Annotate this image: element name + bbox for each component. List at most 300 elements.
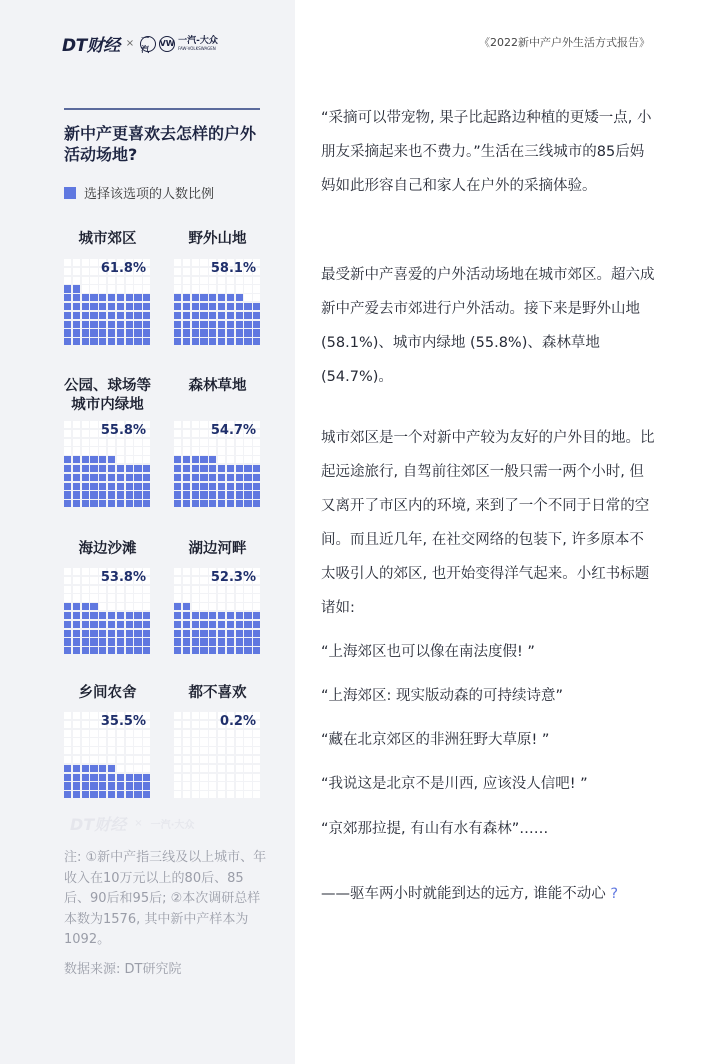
waffle-cell-filled xyxy=(192,312,199,319)
waffle-cell-empty xyxy=(227,765,234,772)
waffle-cell-filled xyxy=(117,500,124,507)
title-divider xyxy=(64,108,260,110)
waffle-cell-filled xyxy=(134,782,141,789)
waffle-cell-filled xyxy=(90,456,97,463)
waffle-cell-filled xyxy=(253,321,260,328)
waffle-cell-filled xyxy=(143,638,150,645)
waffle-cell-filled xyxy=(227,621,234,628)
waffle-cell-filled xyxy=(183,500,190,507)
waffle-cell-empty xyxy=(126,765,133,772)
waffle-cell-empty xyxy=(183,439,190,446)
waffle-cell-empty xyxy=(143,603,150,610)
waffle-cell-filled xyxy=(174,483,181,490)
waffle-cell-empty xyxy=(174,765,181,772)
waffle-cell-filled xyxy=(82,774,89,781)
logo-separator: × xyxy=(125,38,135,49)
waffle-cell-filled xyxy=(253,638,260,645)
waffle-cell-filled xyxy=(192,321,199,328)
category-label: 都不喜欢 xyxy=(188,685,247,701)
waffle-cell-filled xyxy=(200,474,207,481)
waffle-cell-filled xyxy=(174,474,181,481)
waffle-cell-filled xyxy=(64,338,71,345)
waffle-cell-filled xyxy=(108,456,115,463)
waffle-cell-filled xyxy=(90,321,97,328)
waffle-cell-empty xyxy=(218,756,225,763)
waffle-cell-empty xyxy=(192,285,199,292)
closing-text: ——驱车两小时就能到达的远方, 谁能不动心 xyxy=(321,886,606,902)
category-label: 海边沙滩 xyxy=(78,541,137,557)
waffle-cell-empty xyxy=(236,730,243,737)
waffle-cell-filled xyxy=(174,603,181,610)
waffle-cell-filled xyxy=(227,638,234,645)
waffle-cell-empty xyxy=(99,738,106,745)
waffle-cell-empty xyxy=(192,586,199,593)
waffle-cell-filled xyxy=(117,791,124,798)
waffle-cell-filled xyxy=(227,321,234,328)
waffle-cell-filled xyxy=(183,474,190,481)
waffle-cell-filled xyxy=(227,500,234,507)
waffle-cell-filled xyxy=(73,303,80,310)
waffle-cell-filled xyxy=(117,774,124,781)
waffle-cell-filled xyxy=(126,782,133,789)
waffle-cell-empty xyxy=(253,439,260,446)
waffle-cell-empty xyxy=(244,285,251,292)
waffle-cell-filled xyxy=(227,294,234,301)
waffle-cell-filled xyxy=(99,321,106,328)
waffle-cell-empty xyxy=(174,594,181,601)
waffle-cell-empty xyxy=(64,586,71,593)
waffle-cell-filled xyxy=(73,312,80,319)
waffle-cell-empty xyxy=(73,277,80,284)
waffle-cell-filled xyxy=(117,465,124,472)
waffle-cell-empty xyxy=(174,730,181,737)
waffle-cell-filled xyxy=(236,491,243,498)
waffle-cell-filled xyxy=(209,483,216,490)
waffle-cell-filled xyxy=(143,491,150,498)
waffle-cell-filled xyxy=(134,338,141,345)
waffle-cell-filled xyxy=(174,465,181,472)
waffle-cell-empty xyxy=(218,439,225,446)
waffle-cell-filled xyxy=(126,774,133,781)
waffle-cell-filled xyxy=(209,294,216,301)
waffle-cell-empty xyxy=(236,747,243,754)
waffle-cell-filled xyxy=(253,338,260,345)
waffle-cell-empty xyxy=(183,594,190,601)
waffle-cell-filled xyxy=(64,500,71,507)
waffle-cell-filled xyxy=(73,791,80,798)
waffle-cell-empty xyxy=(134,447,141,454)
waffle-cell-empty xyxy=(99,730,106,737)
waffle-cell-empty xyxy=(117,277,124,284)
waffle-cell-filled xyxy=(236,465,243,472)
waffle-cell-filled xyxy=(218,338,225,345)
waffle-cell-empty xyxy=(253,456,260,463)
waffle-cell-empty xyxy=(253,765,260,772)
waffle-cell-empty xyxy=(64,439,71,446)
value-label: 58.1% xyxy=(210,261,256,276)
waffle-cell-empty xyxy=(253,756,260,763)
waffle-cell-filled xyxy=(227,338,234,345)
waffle-cell-filled xyxy=(183,312,190,319)
waffle-cell-filled xyxy=(174,456,181,463)
waffle-cell-empty xyxy=(183,774,190,781)
waffle-cell-filled xyxy=(73,465,80,472)
waffle-cell-filled xyxy=(174,294,181,301)
waffle-cell-empty xyxy=(192,603,199,610)
waffle-cell-filled xyxy=(236,474,243,481)
waffle-cell-empty xyxy=(143,738,150,745)
waffle-cell-filled xyxy=(236,500,243,507)
waffle-cell-filled xyxy=(99,612,106,619)
value-label: 55.8% xyxy=(100,423,146,438)
waffle-cell-filled xyxy=(90,791,97,798)
waffle-cell-filled xyxy=(218,483,225,490)
waffle-cell-empty xyxy=(227,603,234,610)
waffle-cell-filled xyxy=(99,329,106,336)
waffle-cell-filled xyxy=(227,303,234,310)
waffle-cell-empty xyxy=(183,791,190,798)
waffle-cell-filled xyxy=(200,294,207,301)
waffle-cell-filled xyxy=(73,456,80,463)
waffle-cell-filled xyxy=(244,612,251,619)
waffle-cell-filled xyxy=(209,630,216,637)
waffle-cell-filled xyxy=(174,338,181,345)
waffle-cell-filled xyxy=(108,782,115,789)
waffle-cell-empty xyxy=(244,603,251,610)
waffle-cell-filled xyxy=(99,638,106,645)
waffle-cell-filled xyxy=(218,500,225,507)
waffle-cell-empty xyxy=(90,586,97,593)
waffle-cell-filled xyxy=(192,338,199,345)
waffle-cell-empty xyxy=(117,756,124,763)
waffle-cell-filled xyxy=(108,621,115,628)
waffle-cell-empty xyxy=(117,738,124,745)
waffle-cell-filled xyxy=(143,647,150,654)
waffle-cell-filled xyxy=(73,621,80,628)
waffle-cell-filled xyxy=(99,474,106,481)
waffle-cell-filled xyxy=(244,312,251,319)
waffle-cell-filled xyxy=(200,321,207,328)
waffle-cell-empty xyxy=(209,439,216,446)
waffle-cell-filled xyxy=(73,612,80,619)
waffle-cell-empty xyxy=(183,285,190,292)
waffle-cell-filled xyxy=(99,294,106,301)
waffle-cell-filled xyxy=(253,491,260,498)
waffle-cell-filled xyxy=(244,474,251,481)
logo-bar xyxy=(62,31,218,56)
waffle-cell-filled xyxy=(174,303,181,310)
waffle-cell-filled xyxy=(143,774,150,781)
waffle-cell-filled xyxy=(64,638,71,645)
waffle-cell-empty xyxy=(244,447,251,454)
waffle-cell-empty xyxy=(99,277,106,284)
waffle-cell-filled xyxy=(209,312,216,319)
quote-2: “上海郊区: 现实版动森的可持续诗意” xyxy=(321,688,564,704)
waffle-cell-empty xyxy=(134,747,141,754)
waffle-cell-empty xyxy=(218,594,225,601)
waffle-cell-empty xyxy=(183,782,190,789)
waffle-cell-empty xyxy=(236,782,243,789)
waffle-cell-empty xyxy=(236,277,243,284)
waffle-cell-empty xyxy=(192,277,199,284)
waffle-cell-empty xyxy=(236,439,243,446)
waffle-cell-filled xyxy=(209,456,216,463)
waffle-cell-empty xyxy=(90,756,97,763)
waffle-cell-empty xyxy=(64,447,71,454)
waffle-cell-filled xyxy=(64,483,71,490)
waffle-cell-empty xyxy=(134,456,141,463)
waffle-cell-filled xyxy=(134,630,141,637)
waffle-cell-filled xyxy=(134,321,141,328)
waffle-cell-filled xyxy=(183,303,190,310)
waffle-cell-empty xyxy=(209,765,216,772)
waffle-cell-empty xyxy=(108,447,115,454)
waffle-cell-filled xyxy=(174,329,181,336)
waffle-cell-filled xyxy=(73,647,80,654)
waffle-cell-filled xyxy=(200,621,207,628)
waffle-cell-empty xyxy=(108,439,115,446)
waffle-cell-filled xyxy=(183,638,190,645)
waffle-cell-filled xyxy=(227,474,234,481)
waffle-cell-filled xyxy=(218,321,225,328)
waffle-cell-filled xyxy=(227,483,234,490)
waffle-cell-empty xyxy=(126,285,133,292)
waffle-cell-empty xyxy=(227,439,234,446)
waffle-cell-empty xyxy=(108,756,115,763)
waffle-cell-empty xyxy=(244,586,251,593)
category-label: 野外山地 xyxy=(188,231,247,247)
waffle-cell-empty xyxy=(218,738,225,745)
waffle-cell-empty xyxy=(134,439,141,446)
waffle-cell-empty xyxy=(134,586,141,593)
waffle-cell-empty xyxy=(117,447,124,454)
waffle-cell-filled xyxy=(90,491,97,498)
waffle-cell-filled xyxy=(218,491,225,498)
paragraph-1: “采摘可以带宠物, 果子比起路边种植的更矮一点, 小朋友采摘起来也不费力。”生活在三线城市的85后妈妈如此形容自己和家人在户外的采摘体验。 xyxy=(321,110,652,194)
waffle-cell-filled xyxy=(64,603,71,610)
waffle-cell-filled xyxy=(108,647,115,654)
waffle-cell-filled xyxy=(192,638,199,645)
waffle-cell-filled xyxy=(108,612,115,619)
waffle-cell-filled xyxy=(192,303,199,310)
waffle-cell-empty xyxy=(209,738,216,745)
waffle-cell-filled xyxy=(183,621,190,628)
waffle-cell-filled xyxy=(126,621,133,628)
waffle-cell-filled xyxy=(244,329,251,336)
waffle-cell-filled xyxy=(82,647,89,654)
waffle-cell-filled xyxy=(143,312,150,319)
waffle-cell-filled xyxy=(126,647,133,654)
waffle-cell-filled xyxy=(143,329,150,336)
waffle-cell-filled xyxy=(90,621,97,628)
waffle-cell-filled xyxy=(99,338,106,345)
waffle-cell-filled xyxy=(143,612,150,619)
waffle-cell-filled xyxy=(200,483,207,490)
waffle-cell-empty xyxy=(227,782,234,789)
waffle-cell-empty xyxy=(134,765,141,772)
waffle-cell-filled xyxy=(64,303,71,310)
waffle-cell-filled xyxy=(99,500,106,507)
waffle-cell-filled xyxy=(183,456,190,463)
waffle-cell-filled xyxy=(117,638,124,645)
waffle-cell-empty xyxy=(174,791,181,798)
waffle-cell-filled xyxy=(64,621,71,628)
waffle-cell-empty xyxy=(82,594,89,601)
waffle-cell-empty xyxy=(244,765,251,772)
category-label: 城市郊区 xyxy=(78,231,137,247)
waffle-cell-empty xyxy=(174,747,181,754)
waffle-cell-empty xyxy=(227,277,234,284)
category-label: 乡间农舍 xyxy=(78,685,137,701)
closing-line xyxy=(321,882,656,903)
waffle-cell-filled xyxy=(236,321,243,328)
waffle-cell-filled xyxy=(236,630,243,637)
waffle-cell-empty xyxy=(126,586,133,593)
waffle-cell-filled xyxy=(82,465,89,472)
waffle-cell-empty xyxy=(117,747,124,754)
waffle-cell-empty xyxy=(209,603,216,610)
waffle-cell-filled xyxy=(64,465,71,472)
waffle-cell-filled xyxy=(192,483,199,490)
waffle-cell-filled xyxy=(108,303,115,310)
data-source: 数据来源: DT研究院 xyxy=(64,962,182,977)
waffle-cell-filled xyxy=(90,303,97,310)
waffle-cell-empty xyxy=(218,447,225,454)
waffle-cell-filled xyxy=(227,491,234,498)
waffle-cell-empty xyxy=(236,447,243,454)
faw-vw-en-text: FAW-VOLKSWAGEN xyxy=(178,45,216,51)
waffle-cell-empty xyxy=(117,439,124,446)
waffle-cell-filled xyxy=(192,630,199,637)
waffle-cell-filled xyxy=(236,612,243,619)
waffle-cell-filled xyxy=(192,456,199,463)
waffle-cell-filled xyxy=(82,474,89,481)
waffle-cell-filled xyxy=(82,782,89,789)
waffle-cell-filled xyxy=(143,474,150,481)
waffle-cell-filled xyxy=(253,465,260,472)
waffle-cell-filled xyxy=(82,765,89,772)
waffle-cell-filled xyxy=(126,638,133,645)
faw-logo-icon: 一汽 xyxy=(140,36,156,52)
waffle-cell-empty xyxy=(174,439,181,446)
waffle-cell-empty xyxy=(209,791,216,798)
waffle-cell-filled xyxy=(82,621,89,628)
waffle-cell-filled xyxy=(99,491,106,498)
waffle-cell-filled xyxy=(117,303,124,310)
waffle-cell-empty xyxy=(209,730,216,737)
waffle-cell-filled xyxy=(183,612,190,619)
category-label: 森林草地 xyxy=(188,378,247,394)
waffle-cell-empty xyxy=(82,756,89,763)
waffle-cell-filled xyxy=(236,621,243,628)
waffle-cell-empty xyxy=(192,747,199,754)
waffle-cell-filled xyxy=(174,630,181,637)
waffle-cell-filled xyxy=(244,621,251,628)
legend-swatch xyxy=(64,187,76,199)
waffle-cell-empty xyxy=(183,756,190,763)
waffle-cell-empty xyxy=(218,730,225,737)
waffle-cell-filled xyxy=(244,321,251,328)
waffle-cell-empty xyxy=(200,730,207,737)
waffle-cell-filled xyxy=(236,338,243,345)
waffle-cell-empty xyxy=(117,730,124,737)
waffle-cell-filled xyxy=(64,647,71,654)
waffle-cell-empty xyxy=(244,294,251,301)
waffle-cell-filled xyxy=(253,630,260,637)
waffle-cell-empty xyxy=(253,774,260,781)
waffle-cell-filled xyxy=(82,638,89,645)
waffle-cell-filled xyxy=(200,647,207,654)
waffle-cell-filled xyxy=(126,630,133,637)
waffle-cell-filled xyxy=(134,465,141,472)
waffle-cell-empty xyxy=(200,774,207,781)
waffle-cell-filled xyxy=(126,465,133,472)
waffle-cell-filled xyxy=(134,491,141,498)
waffle-cell-empty xyxy=(227,791,234,798)
waffle-cell-empty xyxy=(82,738,89,745)
waffle-cell-filled xyxy=(64,491,71,498)
waffle-cell-filled xyxy=(99,621,106,628)
waffle-cell-empty xyxy=(253,791,260,798)
waffle-cell-empty xyxy=(244,747,251,754)
waffle-cell-empty xyxy=(227,747,234,754)
waffle-cell-empty xyxy=(209,277,216,284)
waffle-cell-empty xyxy=(200,594,207,601)
waffle-cell-filled xyxy=(134,791,141,798)
waffle-cell-empty xyxy=(253,782,260,789)
waffle-cell-filled xyxy=(108,491,115,498)
waffle-cell-empty xyxy=(134,277,141,284)
waffle-cell-filled xyxy=(117,630,124,637)
waffle-cell-filled xyxy=(200,491,207,498)
waffle-cell-filled xyxy=(227,312,234,319)
waffle-cell-filled xyxy=(82,791,89,798)
waffle-cell-filled xyxy=(192,329,199,336)
waffle-cell-filled xyxy=(73,765,80,772)
waffle-cell-filled xyxy=(126,303,133,310)
waffle-cell-filled xyxy=(99,647,106,654)
waffle-cell-empty xyxy=(200,765,207,772)
waffle-cell-filled xyxy=(82,483,89,490)
waffle-cell-filled xyxy=(82,312,89,319)
waffle-cell-empty xyxy=(108,586,115,593)
waffle-cell-filled xyxy=(200,312,207,319)
waffle-cell-empty xyxy=(117,285,124,292)
waffle-cell-empty xyxy=(253,294,260,301)
waffle-cell-filled xyxy=(64,774,71,781)
waffle-cell-empty xyxy=(82,586,89,593)
waffle-cell-filled xyxy=(108,765,115,772)
waffle-cell-filled xyxy=(218,612,225,619)
waffle-cell-empty xyxy=(99,439,106,446)
waffle-cell-empty xyxy=(174,756,181,763)
waffle-cell-filled xyxy=(108,321,115,328)
waffle-cell-empty xyxy=(134,738,141,745)
value-label: 61.8% xyxy=(100,261,146,276)
waffle-cell-filled xyxy=(108,483,115,490)
waffle-cell-filled xyxy=(73,782,80,789)
waffle-cell-filled xyxy=(143,338,150,345)
waffle-cell-filled xyxy=(82,303,89,310)
waffle-cell-filled xyxy=(174,491,181,498)
waffle-cell-filled xyxy=(64,312,71,319)
waffle-cell-filled xyxy=(253,483,260,490)
waffle-cell-filled xyxy=(64,329,71,336)
waffle-cell-filled xyxy=(143,294,150,301)
waffle-cell-filled xyxy=(90,329,97,336)
vw-logo-icon: VW xyxy=(159,36,175,52)
waffle-cell-filled xyxy=(82,612,89,619)
